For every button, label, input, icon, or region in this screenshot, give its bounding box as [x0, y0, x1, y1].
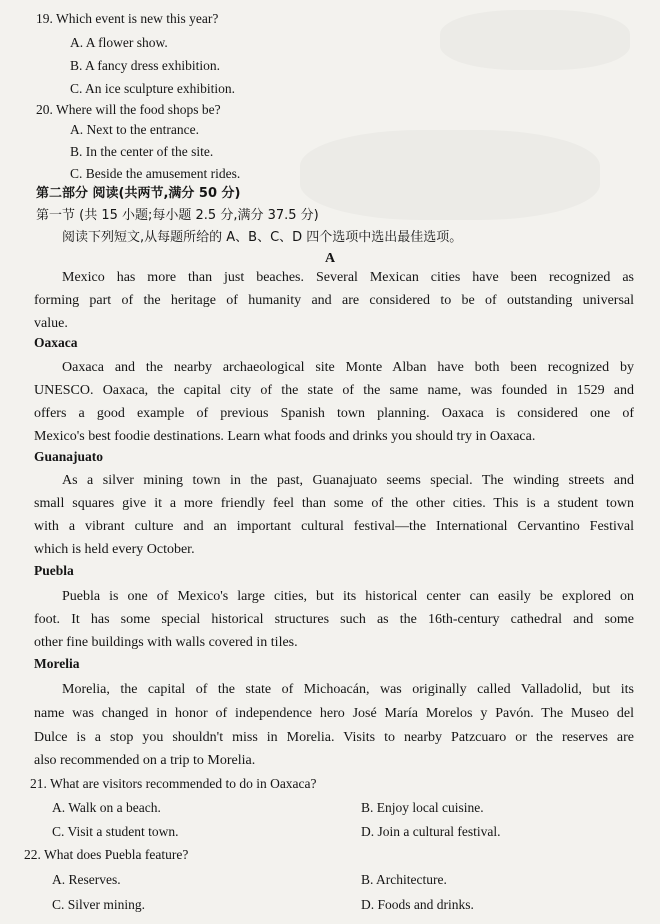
question-19-option-c: C. An ice sculpture exhibition.: [70, 81, 235, 96]
question-21-stem: 21. What are visitors recommended to do in Oaxaca?: [30, 776, 317, 791]
section-title-puebla: Puebla: [34, 563, 74, 578]
reading-instruction: 阅读下列短文,从每题所给的 A、B、C、D 四个选项中选出最佳选项。: [62, 230, 463, 245]
question-22-option-b: B. Architecture.: [361, 872, 447, 887]
question-22-option-a: A. Reserves.: [52, 872, 121, 887]
oaxaca-line-4: Mexico's best foodie destinations. Learn what foods and drinks you should try in Oaxaca.: [34, 429, 536, 444]
part2-heading: 第二部分 阅读(共两节,满分 50 分): [36, 186, 241, 201]
question-22-option-d: D. Foods and drinks.: [361, 897, 474, 912]
question-20-stem: 20. Where will the food shops be?: [36, 102, 221, 117]
morelia-line-3: Dulce is a stop you shouldn't miss in Morelia. Visits to nearby Patzcuaro or the reserves are: [34, 730, 634, 745]
puebla-line-2: foot. It has some special historical structures such as the 16th-century cathedral and some: [34, 612, 634, 627]
question-21-option-a: A. Walk on a beach.: [52, 800, 161, 815]
morelia-line-2: name was changed in honor of independence hero José María Morelos y Pavón. The Museo del: [34, 706, 634, 721]
puebla-line-3: other fine buildings with walls covered in tiles.: [34, 635, 298, 650]
question-21-option-b: B. Enjoy local cuisine.: [361, 800, 484, 815]
puebla-line-1: Puebla is one of Mexico's large cities, but its historical center can easily be explored on: [62, 589, 634, 604]
passage-intro-line-2: forming part of the heritage of humanity and are considered to be of outstanding universal: [34, 293, 634, 308]
question-21-option-c: C. Visit a student town.: [52, 824, 179, 839]
oaxaca-line-3: offers a good example of previous Spanish town planning. Oaxaca is considered one of: [34, 406, 634, 421]
question-21-option-d: D. Join a cultural festival.: [361, 824, 501, 839]
guanajuato-line-2: small squares give it a more friendly feel than some of the other cities. This is a student town: [34, 496, 634, 511]
guanajuato-line-4: which is held every October.: [34, 542, 195, 557]
section1-heading: 第一节 (共 15 小题;每小题 2.5 分,满分 37.5 分): [36, 208, 319, 223]
question-20-option-c: C. Beside the amusement rides.: [70, 166, 241, 181]
oaxaca-line-1: Oaxaca and the nearby archaeological site Monte Alban have both been recognized by: [62, 360, 634, 375]
question-20-option-a: A. Next to the entrance.: [70, 122, 199, 137]
passage-intro-line-1: Mexico has more than just beaches. Several Mexican cities have been recognized as: [62, 270, 634, 285]
section-title-morelia: Morelia: [34, 656, 80, 671]
passage-intro-line-3: value.: [34, 316, 68, 331]
question-19-option-b: B. A fancy dress exhibition.: [70, 58, 220, 73]
question-22-option-c: C. Silver mining.: [52, 897, 146, 912]
section-title-guanajuato: Guanajuato: [34, 449, 104, 464]
section-title-oaxaca: Oaxaca: [34, 335, 78, 350]
guanajuato-line-1: As a silver mining town in the past, Guanajuato seems special. The winding streets and: [62, 473, 634, 488]
bleed-through-mark: [440, 10, 630, 70]
oaxaca-line-2: UNESCO. Oaxaca, the capital city of the state of the same name, was founded in 1529 and: [34, 383, 634, 398]
morelia-line-1: Morelia, the capital of the state of Michoacán, was originally called Valladolid, but its: [62, 682, 634, 697]
guanajuato-line-3: with a vibrant culture and an important cultural festival—the International Cervantino Festival: [34, 519, 634, 534]
question-19-option-a: A. A flower show.: [70, 35, 168, 50]
question-20-option-b: B. In the center of the site.: [70, 144, 214, 159]
passage-label: A: [324, 251, 336, 266]
question-22-stem: 22. What does Puebla feature?: [24, 847, 189, 862]
question-19-stem: 19. Which event is new this year?: [36, 11, 219, 26]
morelia-line-4: also recommended on a trip to Morelia.: [34, 753, 256, 768]
bleed-through-mark: [300, 130, 600, 220]
